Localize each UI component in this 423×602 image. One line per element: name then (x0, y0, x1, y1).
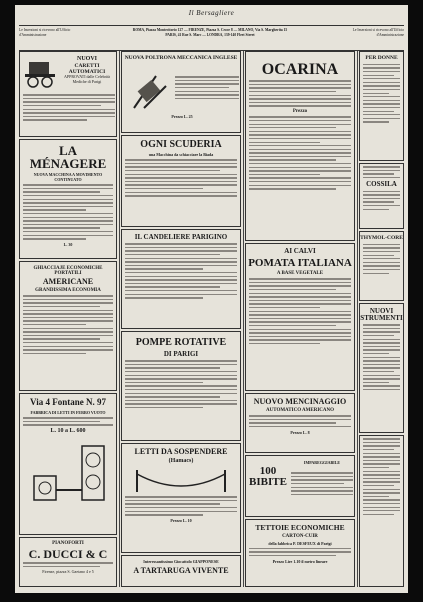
ad-tartaruga (121, 555, 241, 587)
ducci-subtitle: PIANOFORTI (52, 541, 84, 546)
ad-pompe (121, 331, 241, 441)
tettoie-price: Prezzo Lire 1.10 il metro lineare (272, 558, 328, 564)
column-4 (359, 51, 404, 587)
pompe-title: POMPE ROTATIVE (135, 337, 227, 348)
tartaruga-note: Interessantissimo Giocattolo GIAPPONESE (143, 559, 219, 564)
ghiacciaie-note: GRANDISSIMA ECONOMIA (35, 288, 101, 293)
ocarina-title: OCARINA (261, 61, 339, 78)
strumenti-title: NUOVI STRUMENTI (360, 307, 403, 322)
ad-tettoie (245, 519, 355, 587)
poltrona-price: Prezzo L. 25 (171, 114, 193, 119)
ad-bibite (245, 455, 355, 517)
ad-thymol (359, 231, 404, 301)
ad-menagere (19, 139, 117, 259)
column-3 (245, 51, 355, 587)
ghiacciaie-subtitle: AMERICANE (42, 277, 94, 286)
hammock-illustration (131, 468, 231, 494)
header-strip-center-line-1: ROMA, Piazza Montecitorio 127 — FIRENZE, Piazza S. Croce 8 — MILANO, Via S. Margherita 15 (132, 28, 288, 32)
poltrona-title: NUOVA POLTRONA MECCANICA INGLESE (124, 55, 238, 61)
ad-ghiacciaie (19, 261, 117, 391)
ducci-title: C. DUCCI & C (28, 547, 108, 561)
ad-ocarina (245, 51, 355, 241)
letti-subtitle: (Hamacs) (168, 458, 194, 464)
ducci-footer: Firenze, piazza S. Gaetano 4 e 5 (42, 569, 94, 575)
menagere-title: LA MÉNAGERE (29, 143, 107, 171)
fontane-title: Via 4 Fontane N. 97 (30, 397, 106, 407)
newspaper-page (15, 5, 408, 593)
header-strip (19, 25, 404, 51)
ad-donne (359, 51, 404, 161)
ad-pomata (245, 243, 355, 391)
column-2 (121, 51, 241, 587)
pomata-subtitle: A BASE VEGETALE (276, 271, 324, 276)
bibite-note: IMPAREGGIABILE (303, 460, 341, 465)
ad-candeliere (121, 229, 241, 329)
fontane-note: FABBRICA DI LETTI IN FERRO VUOTO (30, 410, 106, 415)
column-rule (357, 51, 358, 587)
carretti-title: NUOVI (76, 56, 97, 62)
ad-mencinaggio (245, 393, 355, 453)
fontane-price-range: L. 10 a L. 600 (50, 428, 86, 435)
masthead-title: Il Bersagliere (188, 9, 235, 17)
ad-fontane (19, 393, 117, 535)
tettoie-title: TETTOIE ECONOMICHE (255, 523, 345, 532)
scuderia-title: OGNI SCUDERIA (140, 139, 222, 150)
tettoie-subtitle: CARTON-CUIR (282, 533, 318, 539)
menagere-price: L. 30 (63, 241, 73, 247)
ad-carretti (19, 51, 117, 137)
ocarina-subtitle: Prezzo (292, 109, 308, 115)
mencinaggio-title: NUOVO MENCINAGGIO (253, 397, 347, 406)
carriage-illustration (23, 58, 57, 88)
ad-ducci (19, 537, 117, 587)
letti-title: LETTI DA SOSPENDERE (134, 447, 228, 456)
pomata-title: POMATA ITALIANA (248, 257, 352, 269)
bibite-title: 100 BIBITE (249, 465, 287, 488)
ad-letti (121, 443, 241, 553)
mencinaggio-price: Prezzo L. 8 (290, 429, 310, 435)
column-rule (119, 51, 120, 587)
tartaruga-title: A TARTARUGA VIVENTE (133, 566, 229, 575)
ad-poltrona (121, 51, 241, 133)
header-strip-right: Le Inserzioni si ricevono all'Ufficio d'Amministrazione (352, 28, 404, 37)
header-strip-left: Le Inserzioni si ricevono all'Ufficio d'Amministrazione (19, 28, 71, 37)
ghiacciaie-title: GHIACCIAJE ECONOMICHE PORTATILI (33, 266, 103, 276)
deck-chair-illustration (130, 72, 170, 112)
menagere-subtitle: NUOVA MACCHINA A MOVIMENTO CONTINUATO (33, 172, 103, 182)
column-rule (243, 51, 244, 587)
carretti-note: APPROVATI dalle Celebrità Mediche di Parigi (64, 74, 110, 84)
thymol-title: THYMOL-CORE (360, 235, 403, 241)
letti-price: Prezzo L. 10 (170, 517, 192, 523)
column-1 (19, 51, 117, 587)
tettoie-note: della fabbrica P. DESFEUX di Parigi (268, 540, 332, 546)
header-strip-center-line-2: PARIS, 41 Rue S. Marc — LONDRA, 139-140 Fleet Street (165, 32, 255, 37)
candeliere-title: IL CANDELIERE PARIGINO (134, 233, 228, 241)
ad-strumenti (359, 303, 404, 433)
ad-column-4-misc (359, 435, 404, 587)
iron-bed-illustration (28, 438, 108, 508)
pompe-subtitle: DI PARIGI (163, 350, 199, 358)
carretti-subtitle: CARETTI AUTOMATICI (68, 63, 106, 75)
mencinaggio-subtitle: AUTOMATICO AMERICANO (265, 408, 334, 413)
pomata-note: AI CALVI (284, 247, 316, 255)
header-strip-center (85, 28, 335, 37)
donne-title: PER DONNE (365, 55, 398, 61)
ad-cossila (359, 163, 404, 229)
scuderia-subtitle: una Macchina da schiacciare la Biada (148, 152, 214, 157)
ad-scuderia (121, 135, 241, 227)
cossila-title: COSSILA (366, 180, 397, 189)
